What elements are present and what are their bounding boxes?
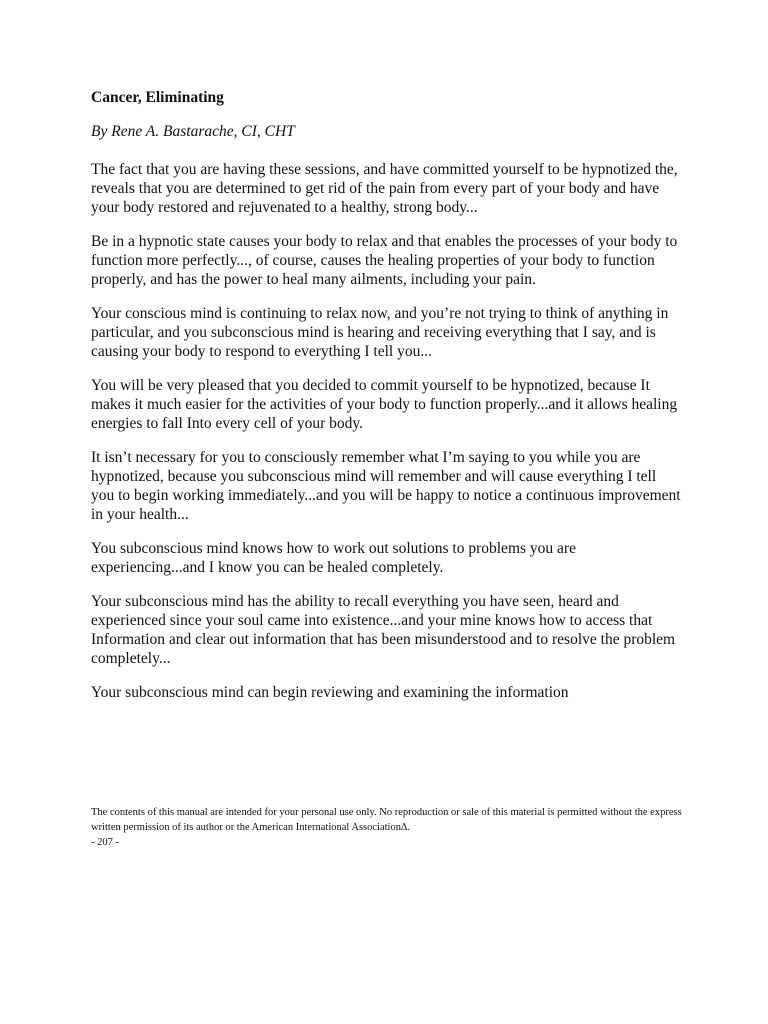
copyright-notice: The contents of this manual are intended for your personal use only. No reproduction or sale of this material is permitted without the express written permission of its author or the American International Association∆. (91, 807, 682, 833)
paragraph: Your conscious mind is continuing to relax now, and you’re not trying to think of anything in particular, and you subconscious mind is hearing and receiving everything that I say, and is causing your body to respond to everything I tell you... (91, 305, 669, 360)
document-byline: By Rene A. Bastarache, CI, CHT (91, 123, 295, 140)
paragraph: You will be very pleased that you decided to commit yourself to be hypnotized, because It makes it much easier for the activities of your body to function properly...and it allows healing energies to fall Into every cell of your body. (91, 377, 678, 432)
paragraph: The fact that you are having these sessions, and have committed yourself to be hypnotized the, reveals that you are determined to get rid of the pain from every part of your body and have your body restored and rejuvenated to a healthy, strong body... (91, 161, 678, 216)
paragraph: Be in a hypnotic state causes your body to relax and that enables the processes of your body to function more perfectly..., of course, causes the healing properties of your body to function properly, and has the power to heal many ailments, including your pain. (91, 233, 678, 288)
paragraph: You subconscious mind knows how to work out solutions to problems you are experiencing...and I know you can be healed completely. (91, 540, 576, 576)
document-body (91, 88, 681, 717)
page-footer (91, 805, 691, 850)
document-title: Cancer, Eliminating (91, 89, 224, 106)
paragraph: Your subconscious mind has the ability to recall everything you have seen, heard and experienced since your soul came into existence...and your mine knows how to access that Information and clear out information that has been misunderstood and to resolve the problem completely... (91, 593, 676, 667)
paragraph: Your subconscious mind can begin reviewing and examining the information (91, 684, 569, 701)
paragraph: It isn’t necessary for you to consciously remember what I’m saying to you while you are hypnotized, because you subconscious mind will remember and will cause everything I tell you to begin working immediately...and you will be happy to notice a continuous improvement in your health... (91, 449, 681, 523)
page-number: - 207 - (91, 837, 119, 848)
